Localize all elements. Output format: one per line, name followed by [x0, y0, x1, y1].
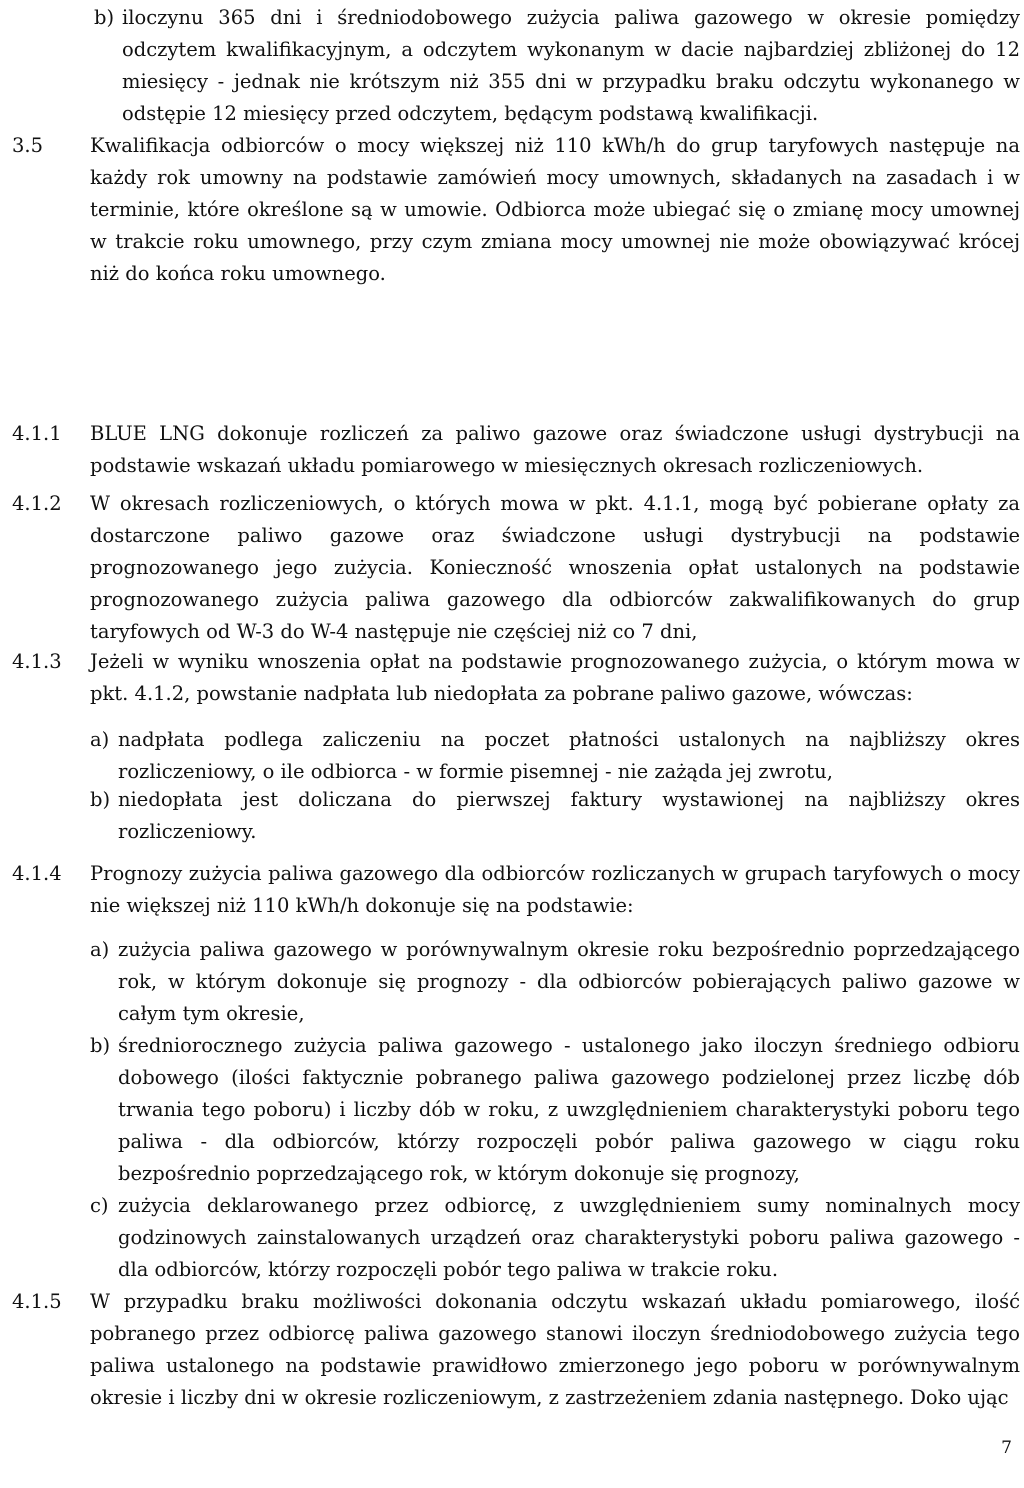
section-3-5: [0, 130, 1024, 290]
section-number: 3.5: [12, 134, 44, 157]
section-4-1-2: [0, 488, 1024, 648]
list-item-text: nadpłata podlega zaliczeniu na poczet płatności ustalonych na najbliższy okres rozliczeniowy, o ile odbiorca - w formie pisemnej - nie zażąda jej zwrotu,: [118, 728, 1020, 783]
list-item-b-niedoplata: [0, 784, 1024, 848]
list-item-letter: a): [90, 938, 110, 961]
section-text: W okresach rozliczeniowych, o których mowa w pkt. 4.1.1, mogą być pobierane opłaty za dostarczone paliwo gazowe oraz świadczone usługi dystrybucji na podstawie prognozowanego jego zużycia. Konieczność wnoszenia opłat ustalonych na podstawie prognozowanego zużycia paliwa gazowego dla odbiorców zakwalifikowanych do grup taryfowych od W-3 do W-4 następuje nie częściej niż co 7 dni,: [90, 492, 1020, 643]
list-item-letter: b): [90, 788, 111, 811]
list-item-text: zużycia paliwa gazowego w porównywalnym okresie roku bezpośrednio poprzedzającego rok, w którym dokonuje się prognozy - dla odbiorców pobierających paliwo gazowe w całym tym okresie,: [118, 938, 1020, 1025]
section-text: Jeżeli w wyniku wnoszenia opłat na podstawie prognozowanego zużycia, o którym mowa w pkt. 4.1.2, powstanie nadpłata lub niedopłata za pobrane paliwo gazowe, wówczas:: [90, 650, 1020, 705]
section-text: Kwalifikacja odbiorców o mocy większej niż 110 kWh/h do grup taryfowych następuje na każdy rok umowny na podstawie zamówień mocy umownych, składanych na zasadach i w terminie, które określone są w umowie. Odbiorca może ubiegać się o zmianę mocy umownej w trakcie roku umownego, przy czym zmiana mocy umownej nie może obowiązywać krócej niż do końca roku umownego.: [90, 134, 1020, 285]
list-item-b-srednioroczne: [0, 1030, 1024, 1190]
section-4-1-1: [0, 418, 1024, 482]
list-item-letter: c): [90, 1194, 109, 1217]
list-item-text: iloczynu 365 dni i średniodobowego zużycia paliwa gazowego w okresie pomiędzy odczytem kwalifikacyjnym, a odczytem wykonanym w dacie najbardziej zbliżonej do 12 miesięcy - jednak nie krótszym niż 355 dni w przypadku braku odczytu wykonanego w odstępie 12 miesięcy przed odczytem, będącym podstawą kwalifikacji.: [122, 6, 1020, 125]
section-number: 4.1.3: [12, 650, 62, 673]
section-text: W przypadku braku możliwości dokonania odczytu wskazań układu pomiarowego, ilość pobranego przez odbiorcę paliwa gazowego stanowi iloczyn średniodobowego zużycia tego paliwa ustalonego na podstawie prawidłowo zmierzonego jego poboru w porównywalnym okresie i liczby dni w okresie rozliczeniowym, z zastrzeżeniem zdania następnego. Doko ując: [90, 1290, 1020, 1409]
list-item-c-deklarowane: [0, 1190, 1024, 1286]
list-item-a-zuzycie: [0, 934, 1024, 1030]
section-number: 4.1.2: [12, 492, 62, 515]
section-text: Prognozy zużycia paliwa gazowego dla odbiorców rozliczanych w grupach taryfowych o mocy nie większej niż 110 kWh/h dokonuje się na podstawie:: [90, 862, 1020, 917]
section-text: BLUE LNG dokonuje rozliczeń za paliwo gazowe oraz świadczone usługi dystrybucji na podstawie wskazań układu pomiarowego w miesięcznych okresach rozliczeniowych.: [90, 422, 1020, 477]
section-number: 4.1.5: [12, 1290, 62, 1313]
section-4-1-5: [0, 1286, 1024, 1414]
list-item-text: średniorocznego zużycia paliwa gazowego - ustalonego jako iloczyn średniego odbioru dobowego (ilości faktycznie pobranego paliwa gazowego podzielonej przez liczbę dób trwania tego poboru) i liczby dób w roku, z uwzględnieniem charakterystyki poboru tego paliwa - dla odbiorców, którzy rozpoczęli pobór paliwa gazowego w ciągu roku bezpośrednio poprzedzającego rok, w którym dokonuje się prognozy,: [118, 1034, 1020, 1185]
list-item-b-kwalifikacja: [0, 2, 1024, 130]
section-number: 4.1.4: [12, 862, 62, 885]
list-item-letter: b): [90, 1034, 111, 1057]
section-number: 4.1.1: [12, 422, 62, 445]
list-item-letter: b): [94, 6, 115, 29]
page-number: 7: [1001, 1438, 1012, 1458]
list-item-letter: a): [90, 728, 110, 751]
list-item-a-nadplata: [0, 724, 1024, 788]
list-item-text: niedopłata jest doliczana do pierwszej faktury wystawionej na najbliższy okres rozliczeniowy.: [118, 788, 1020, 843]
section-4-1-3: [0, 646, 1024, 710]
section-4-1-4: [0, 858, 1024, 922]
list-item-text: zużycia deklarowanego przez odbiorcę, z uwzględnieniem sumy nominalnych mocy godzinowych zainstalowanych urządzeń oraz charakterystyki poboru paliwa gazowego - dla odbiorców, którzy rozpoczęli pobór tego paliwa w trakcie roku.: [118, 1194, 1020, 1281]
